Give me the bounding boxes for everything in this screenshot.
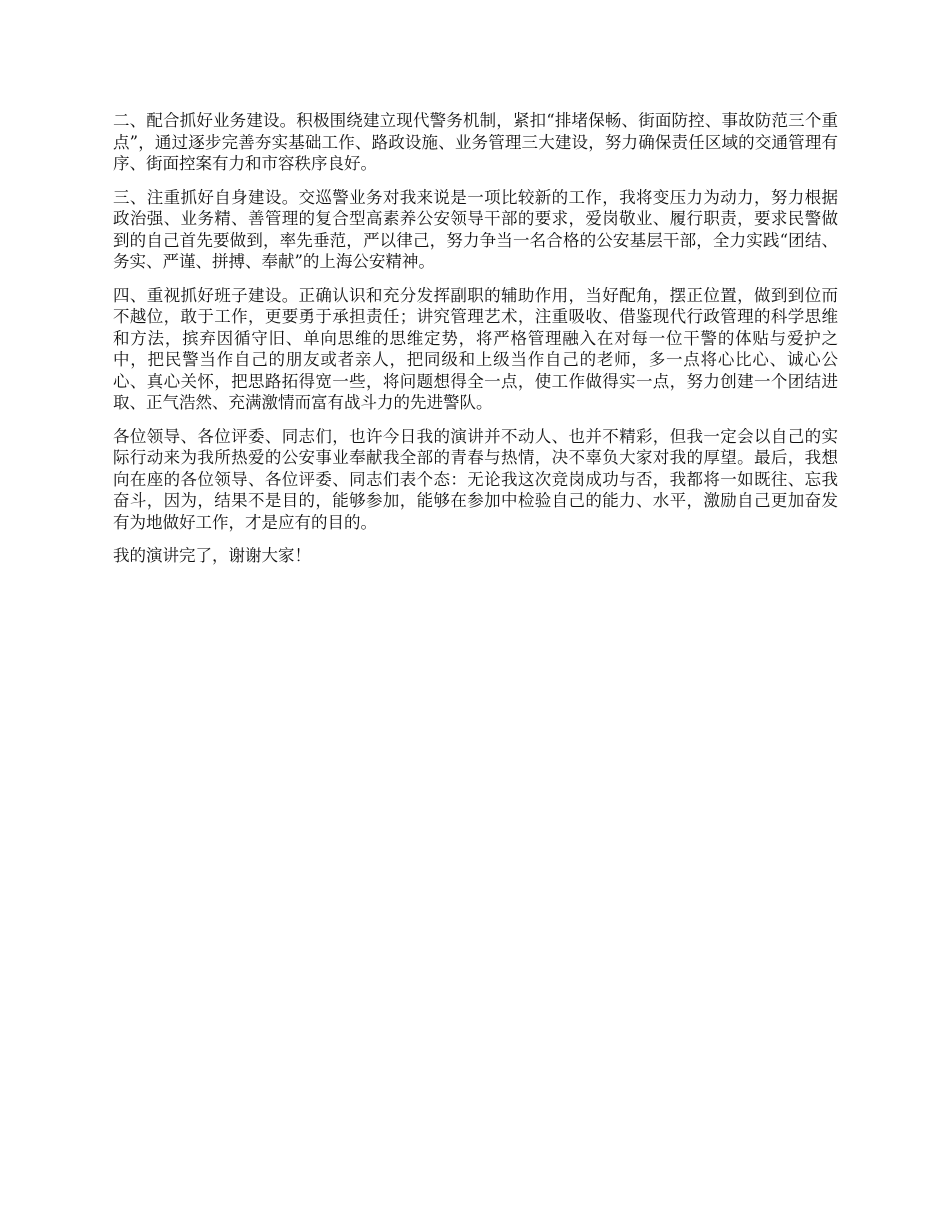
document-body	[113, 110, 838, 579]
paragraph-business-building: 二、配合抓好业务建设。积极围绕建立现代警务机制，紧扣“排堵保畅、街面防控、事故防范三个重点”，通过逐步完善夯实基础工作、路政设施、业务管理三大建设，努力确保责任区域的交通管理有序、街面控案有力和市容秩序良好。	[113, 111, 838, 173]
paragraph-team-building: 四、重视抓好班子建设。正确认识和充分发挥副职的辅助作用，当好配角，摆正位置，做到到位而不越位，敢于工作，更要勇于承担责任；讲究管理艺术，注重吸收、借鉴现代行政管理的科学思维和方法，摈弃因循守旧、单向思维的思维定势，将严格管理融入在对每一位干警的体贴与爱护之中，把民警当作自己的朋友或者亲人，把同级和上级当作自己的老师，多一点将心比心、诚心公心、真心关怀，把思路拓得宽一些，将问题想得全一点，使工作做得实一点，努力创建一个团结进取、正气浩然、充满激情而富有战斗力的先进警队。	[113, 285, 838, 412]
paragraph-self-building: 三、注重抓好自身建设。交巡警业务对我来说是一项比较新的工作，我将变压力为动力，努力根据政治强、业务精、善管理的复合型高素养公安领导干部的要求，爱岗敬业、履行职责，要求民警做到的自己首先要做到，率先垂范，严以律己，努力争当一名合格的公安基层干部，全力实践“团结、务实、严谨、拼搏、奉献”的上海公安精神。	[113, 187, 838, 271]
paragraph-closing-statement: 各位领导、各位评委、同志们，也许今日我的演讲并不动人、也并不精彩，但我一定会以自己的实际行动来为我所热爱的公安事业奉献我全部的青春与热情，决不辜负大家对我的厚望。最后，我想向在座的各位领导、各位评委、同志们表个态：无论我这次竞岗成功与否，我都将一如既往、忘我奋斗，因为，结果不是目的，能够参加，能够在参加中检验自己的能力、水平，激励自己更加奋发有为地做好工作，才是应有的目的。	[113, 426, 838, 532]
paragraph-thanks: 我的演讲完了，谢谢大家！	[113, 546, 311, 565]
